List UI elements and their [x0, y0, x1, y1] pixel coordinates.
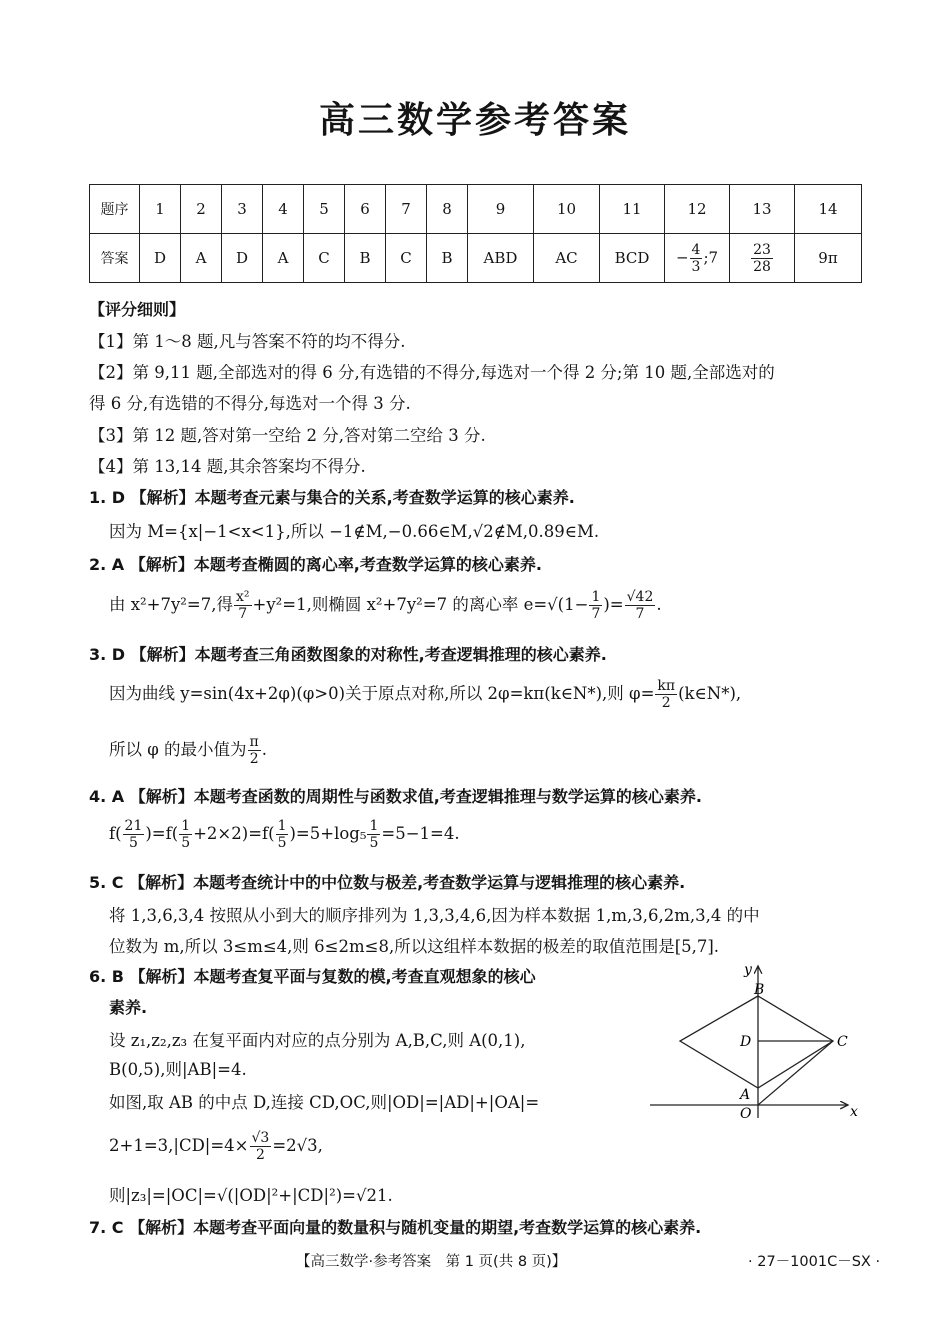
q6-solution-line5: 则|z₃|=|OC|=√(|OD|²+|CD|²)=√21. [109, 1186, 393, 1205]
q6-heading-cont: 素养. [109, 998, 148, 1017]
row-label-number: 题序 [90, 185, 140, 234]
rule-4: 【4】第 13,14 题,其余答案均不得分. [89, 457, 366, 476]
q1-solution: 因为 M={x|−1<x<1},所以 −1∉M,−0.66∈M,√2∉M,0.89∈M. [109, 522, 600, 541]
q7-heading: 7. C 【解析】本题考查平面向量的数量积与随机变量的期望,考查数学运算的核心素养. [89, 1218, 702, 1237]
table-cell: 4 [263, 185, 304, 234]
point-d-label: D [740, 1034, 752, 1050]
answer-13-cell [730, 234, 795, 283]
segment-oc [758, 1041, 833, 1105]
table-cell: D [140, 234, 181, 283]
table-cell: 12 [665, 185, 730, 234]
q6-heading: 6. B 【解析】本题考查复平面与复数的模,考查直观想象的核心 [89, 967, 536, 986]
table-cell: 9π [795, 234, 862, 283]
point-o-label: O [740, 1106, 752, 1122]
point-a-label: A [740, 1087, 751, 1103]
rules-heading: 【评分细则】 [89, 300, 186, 319]
q6-solution-line4: 2+1=3,|CD|=4× $\frac{√3}{2}$ =2√3, [109, 1130, 323, 1163]
table-cell: A [263, 234, 304, 283]
table-row-answers [90, 234, 862, 283]
footer-code: · 27－1001C－SX · [748, 1254, 881, 1270]
table-cell: B [427, 234, 468, 283]
rule-2b: 得 6 分,有选错的不得分,每选对一个得 3 分. [89, 394, 411, 413]
table-cell: 6 [345, 185, 386, 234]
table-cell: C [304, 234, 345, 283]
rule-1: 【1】第 1～8 题,凡与答案不符的均不得分. [89, 332, 406, 351]
q2-heading: 2. A 【解析】本题考查椭圆的离心率,考查数学运算的核心素养. [89, 555, 542, 574]
table-cell: B [345, 234, 386, 283]
q5-solution-line1: 将 1,3,6,3,4 按照从小到大的顺序排列为 1,3,3,4,6,因为样本数据 1,m,3,6,2m,3,4 的中 [109, 906, 760, 925]
answer-12-cell [665, 234, 730, 283]
table-cell: 11 [600, 185, 665, 234]
y-axis-label: y [744, 962, 752, 978]
complex-plane-figure [640, 958, 865, 1123]
table-cell: 2 [181, 185, 222, 234]
table-cell: A [181, 234, 222, 283]
q3-heading: 3. D 【解析】本题考查三角函数图象的对称性,考查逻辑推理的核心素养. [89, 645, 607, 664]
q5-heading: 5. C 【解析】本题考查统计中的中位数与极差,考查数学运算与逻辑推理的核心素养. [89, 873, 686, 892]
answer-table [89, 184, 862, 283]
q6-solution-line1: 设 z₁,z₂,z₃ 在复平面内对应的点分别为 A,B,C,则 A(0,1), [109, 1031, 526, 1050]
table-cell: 9 [468, 185, 534, 234]
q5-solution-line2: 位数为 m,所以 3≤m≤4,则 6≤2m≤8,所以这组样本数据的极差的取值范围是[5,7]. [109, 937, 720, 956]
table-cell: BCD [600, 234, 665, 283]
q3-solution-line2: 所以 φ 的最小值为 $\frac{\pi}{2}$ . [109, 734, 267, 767]
table-cell: 3 [222, 185, 263, 234]
table-cell: D [222, 234, 263, 283]
point-c-label: C [837, 1034, 848, 1050]
answer-13-fraction: $\frac{23}{28}$ [753, 241, 771, 275]
q3-solution-line1: 因为曲线 y=sin(4x+2φ)(φ>0)关于原点对称,所以 2φ=kπ(k∈N*),则 φ= $\frac{k\pi}{2}$ (k∈N*), [109, 678, 742, 711]
q4-solution: f( $\frac{21}{5}$ )=f( $\frac{1}{5}$ +2×2)=f( $\frac{1}{5}$ )=5+log₅ $\frac{1}{5}$ =5−1=4. [109, 818, 460, 851]
page-title: 高三数学参考答案 [318, 100, 631, 141]
row-label-answer: 答案 [90, 234, 140, 283]
table-row-numbers [90, 185, 862, 234]
table-cell: AC [534, 234, 600, 283]
table-cell: 1 [140, 185, 181, 234]
q2-solution: 由 x²+7y²=7,得 $\frac{\text{x²}}{7}$ +y²=1,则椭圆 x²+7y²=7 的离心率 e=√(1− $\frac{1}{7}$ )= $\frac{√42}{7}$ . [109, 589, 662, 622]
footer-page-info: 【高三数学·参考答案 第 1 页(共 8 页)】 [296, 1254, 567, 1270]
table-cell: 5 [304, 185, 345, 234]
answer-12-fraction: $\frac{4}{3}$ [691, 241, 701, 275]
table-cell: ABD [468, 234, 534, 283]
q1-heading: 1. D 【解析】本题考查元素与集合的关系,考查数学运算的核心素养. [89, 488, 575, 507]
table-cell: C [386, 234, 427, 283]
answer-12-sign: − [675, 248, 689, 266]
table-cell: 8 [427, 185, 468, 234]
answer-12-rest: ;7 [703, 248, 719, 266]
q4-heading: 4. A 【解析】本题考查函数的周期性与函数求值,考查逻辑推理与数学运算的核心素养. [89, 787, 702, 806]
rule-2a: 【2】第 9,11 题,全部选对的得 6 分,有选错的不得分,每选对一个得 2 分;第 10 题,全部选对的 [89, 363, 775, 382]
table-cell: 13 [730, 185, 795, 234]
table-cell: 14 [795, 185, 862, 234]
table-cell: 7 [386, 185, 427, 234]
q6-solution-line2: B(0,5),则|AB|=4. [109, 1060, 247, 1079]
rule-3: 【3】第 12 题,答对第一空给 2 分,答对第二空给 3 分. [89, 426, 486, 445]
table-cell: 10 [534, 185, 600, 234]
x-axis-label: x [850, 1104, 858, 1120]
point-b-label: B [754, 982, 765, 998]
q6-solution-line3: 如图,取 AB 的中点 D,连接 CD,OC,则|OD|=|AD|+|OA|= [109, 1093, 540, 1112]
rhombus-shape [680, 996, 833, 1088]
